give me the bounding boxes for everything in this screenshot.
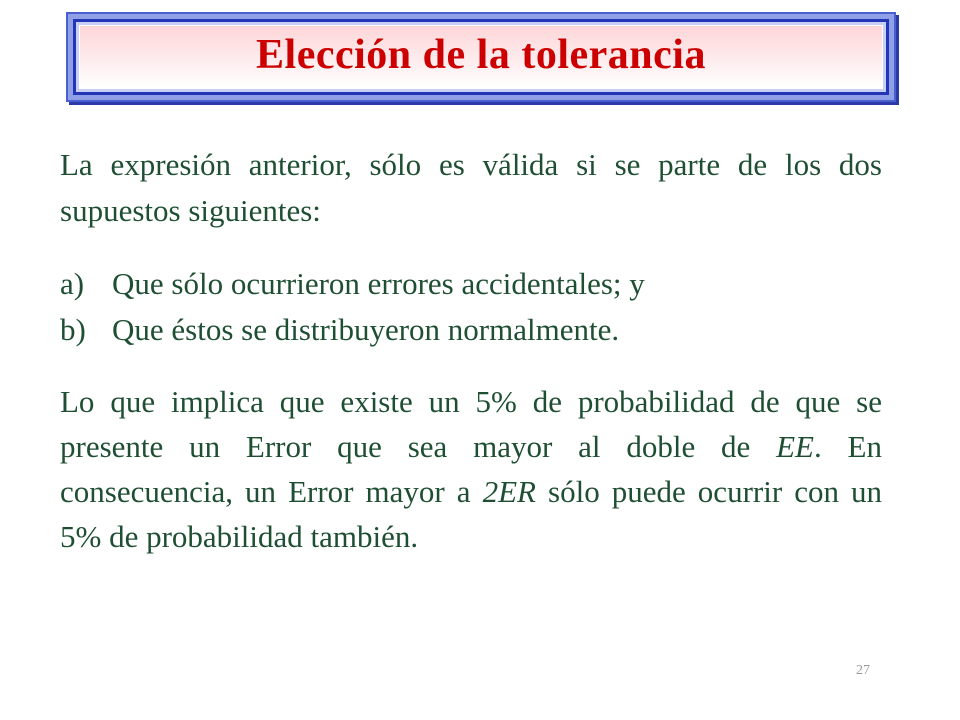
list-marker: b) [60,312,86,347]
list-marker: a) [60,266,85,301]
list-item [60,261,882,307]
intro-paragraph: La expresión anterior, sólo es válida si se parte de los dos supuestos siguientes: [60,147,882,228]
slide-title: Elección de la tolerancia [256,32,706,78]
list-item [60,307,882,353]
title-frame [66,12,896,102]
2er-term: 2ER [482,474,536,509]
assumption-list [60,261,882,353]
ee-term: EE [776,429,814,464]
list-item-text: Que sólo ocurrieron errores accidentales; y [112,266,645,301]
conclusion-paragraph: Lo que implica que existe un 5% de probabilidad de que se presente un Error que sea mayor al doble de EE. En consecuencia, un Error mayor a 2ER sólo puede ocurrir con un 5% de probabilidad también. [60,384,883,554]
page-number: 27 [856,663,870,678]
list-item-text: Que éstos se distribuyeron normalmente. [112,312,620,347]
